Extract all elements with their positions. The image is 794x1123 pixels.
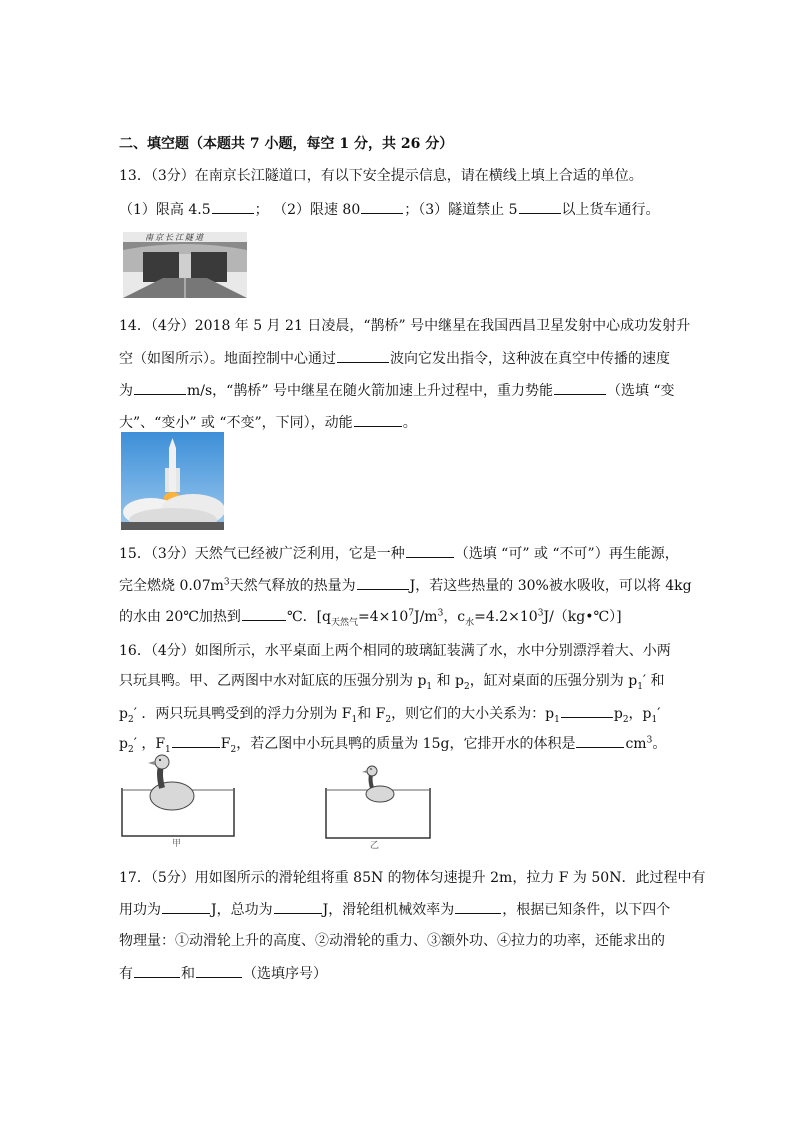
q16-line4: [119, 733, 666, 754]
tank-yi-label: 乙: [370, 841, 380, 851]
q17-line4: [119, 963, 327, 984]
q16-text-i: p: [613, 706, 623, 722]
q16-sub-11: 1: [165, 744, 171, 755]
tank-jia-label: 甲: [172, 839, 182, 849]
q15-sub-1: 天然气: [331, 617, 359, 628]
q15-text-e: J，若这些热量的 30%被水吸收，可以将 4kg: [409, 578, 692, 594]
q15-text-b: （选填 “可” 或 “不可”）再生能源，: [454, 546, 679, 562]
q16-text-c: ，缸对桌面的压强分别为 p: [469, 673, 638, 689]
q16-sub-10: 2: [127, 744, 134, 755]
q15-sup-2: 7: [408, 608, 414, 619]
q15-text-l: J/（kg•℃）]: [543, 609, 622, 625]
q14-line1: 14．（4分）2018 年 5 月 21 日凌晨，“鹊桥” 号中继星在我国西昌卫星发射中心成功发射升: [119, 318, 691, 334]
q15-text-i: J/m: [413, 609, 438, 625]
q14-text-a: 空（如图所示）。地面控制中心通过: [119, 351, 336, 367]
q14-blank-4[interactable]: [354, 412, 402, 427]
tunnel-image: [123, 232, 247, 298]
q16-text-b: 和 p: [432, 673, 465, 689]
q17-line1: 17．（5分）用如图所示的滑轮组将重 85N 的物体匀速提升 2m，拉力 F 为 50N．此过程中有: [119, 870, 706, 886]
q16-sub-5: 1: [351, 714, 358, 725]
q14-line3: [119, 380, 675, 401]
q14-text-g: 。: [402, 415, 417, 431]
q16-sub-3: 1: [637, 681, 643, 692]
q16-blank-2[interactable]: [172, 733, 220, 748]
q17-text-c: J，滑轮组机械效率为: [322, 902, 455, 918]
q17-text-f: 和: [181, 966, 195, 982]
q16-sub-2: 2: [464, 681, 470, 692]
q17-text-g: （选填序号）: [243, 966, 327, 982]
q15-line2: [119, 575, 692, 596]
q17-blank-5[interactable]: [196, 963, 242, 978]
q16-text-j: ，p: [628, 706, 652, 722]
q17-blank-4[interactable]: [134, 963, 180, 978]
q16-sub-7: 1: [554, 714, 560, 725]
q13-text-c: ；（3）隧道禁止 5: [404, 202, 518, 218]
q13-text-b: ； （2）限速 80: [254, 202, 361, 218]
q17-text-a: 用功为: [119, 902, 161, 918]
q16-text-q: 。: [652, 736, 667, 752]
q17-text-e: 有: [119, 966, 133, 982]
q17-line3: 物理量：①动滑轮上升的高度、②动滑轮的重力、③额外功、④拉力的功率，还能求出的: [119, 933, 665, 949]
q15-text-k: =4.2×10: [474, 609, 538, 625]
q16-sub-4: 2: [127, 714, 134, 725]
tank-yi-figure: [322, 762, 434, 854]
q16-text-a: 只玩具鸭。甲、乙两图中水对缸底的压强分别为 p: [119, 673, 427, 689]
q16-line1: 16．（4分）如图所示，水平桌面上两个相同的玻璃缸装满了水，水中分别漂浮着大、小两: [119, 643, 671, 659]
q15-text-d: 天然气释放的热量为: [229, 578, 356, 594]
q16-line2: [119, 671, 665, 691]
q15-text-c: 完全燃烧 0.07m: [119, 578, 224, 594]
q14-text-e: （选填 “变: [606, 383, 675, 399]
q14-blank-1[interactable]: [337, 348, 389, 363]
tank-jia-figure: [118, 752, 238, 850]
q16-sup-1: 3: [646, 735, 653, 746]
q16-text-f: ′ ．两只玩具鸭受到的浮力分别为 F: [133, 706, 352, 722]
q13-text-d: 以上货车通行。: [561, 202, 660, 218]
q17-blank-1[interactable]: [162, 899, 210, 914]
q16-sub-9: 1: [651, 714, 658, 725]
q15-sup-4: 3: [537, 608, 544, 619]
q16-blank-3[interactable]: [576, 733, 624, 748]
q14-text-f: 大”、“变小” 或 “不变”，下同），动能: [119, 415, 353, 431]
q15-line3: [119, 606, 622, 627]
q16-sub-8: 2: [622, 714, 629, 725]
q15-text-f: 的水由 20℃加热到: [119, 609, 241, 625]
q16-text-p: cm: [625, 736, 647, 752]
q16-sub-1: 1: [426, 681, 433, 692]
q15-text-a: 15．（3分）天然气已经被广泛利用，它是一种: [119, 546, 405, 562]
q14-line4: [119, 412, 417, 433]
q16-sub-12: 2: [230, 744, 237, 755]
q14-line2: [119, 348, 670, 369]
q14-text-d: m/s，“鹊桥” 号中继星在随火箭加速上升过程中，重力势能: [187, 383, 553, 399]
q16-text-e: p: [119, 706, 128, 722]
q13-blank-1[interactable]: [212, 199, 254, 214]
q13-blank-3[interactable]: [519, 199, 561, 214]
q17-text-b: J，总功为: [211, 902, 273, 918]
q16-blank-1[interactable]: [561, 703, 613, 718]
q16-text-m: ′ ，F: [133, 736, 166, 752]
q17-text-d: ，根据已知条件，以下四个: [502, 902, 671, 918]
rocket-launch-image: [121, 432, 224, 530]
q15-blank-1[interactable]: [406, 543, 454, 558]
q16-text-h: ，则它们的大小关系为：p: [391, 706, 555, 722]
q14-blank-2[interactable]: [134, 380, 186, 395]
q14-blank-3[interactable]: [554, 380, 606, 395]
q16-text-n: F: [220, 736, 231, 752]
q16-line3: [119, 703, 660, 724]
q16-text-k: ′: [657, 706, 661, 722]
q15-sub-2: 水: [465, 617, 475, 628]
q16-text-l: p: [119, 736, 128, 752]
q15-sup-1: 3: [223, 577, 230, 588]
q17-blank-2[interactable]: [274, 899, 322, 914]
q17-blank-3[interactable]: [455, 899, 501, 914]
section-heading: 二、填空题（本题共 7 小题，每空 1 分，共 26 分）: [119, 136, 454, 152]
q15-sup-3: 3: [437, 608, 444, 619]
tunnel-sign-text: 南京长江隧道: [145, 233, 205, 242]
q14-text-c: 为: [119, 383, 133, 399]
q16-sub-6: 2: [385, 714, 392, 725]
q13-blank-2[interactable]: [361, 199, 403, 214]
q13-line1: 13．（3分）在南京长江隧道口，有以下安全提示信息，请在横线上填上合适的单位。: [119, 168, 643, 184]
q15-text-j: ，c: [443, 609, 466, 625]
q15-line1: [119, 543, 679, 564]
q15-text-h: =4×10: [358, 609, 409, 625]
q16-text-o: ，若乙图中小玩具鸭的质量为 15g，它排开水的体积是: [236, 736, 576, 752]
q15-blank-3[interactable]: [242, 606, 286, 621]
q15-text-g: ℃．[q: [286, 609, 332, 625]
q13-line2: [119, 199, 660, 220]
q16-text-d: ′ 和: [642, 673, 665, 689]
q17-line2: [119, 899, 670, 920]
q13-text-a: （1）限高 4.5: [119, 202, 211, 218]
q14-text-b: 波向它发出指令，这种波在真空中传播的速度: [390, 351, 670, 367]
q16-text-g: 和 F: [357, 706, 386, 722]
q15-blank-2[interactable]: [357, 575, 409, 590]
